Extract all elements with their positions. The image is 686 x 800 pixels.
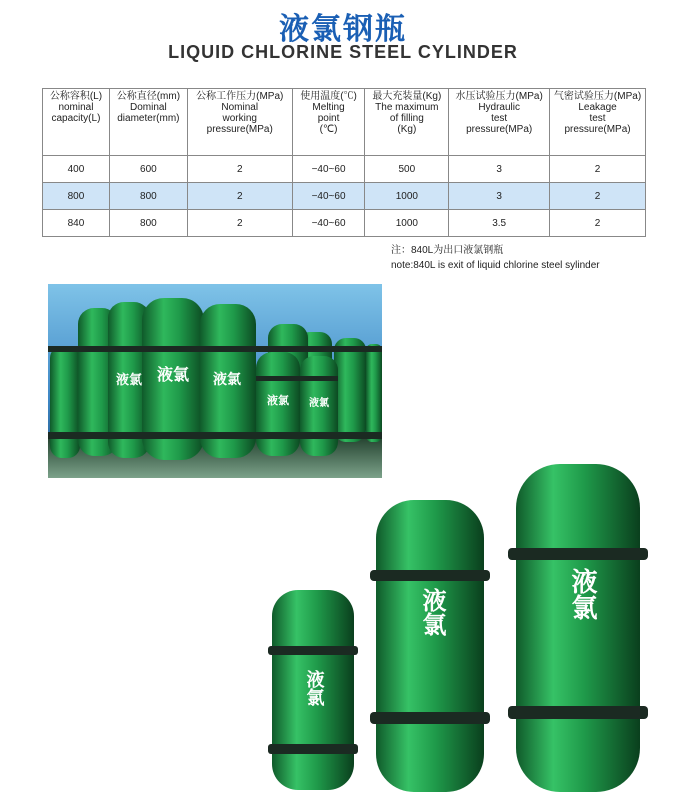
cylinder-large <box>508 464 648 792</box>
table-cell: 600 <box>109 156 187 183</box>
page-title-cn: 液氯钢瓶 <box>279 12 407 47</box>
header-line: 公称工作压力(MPa) <box>196 91 284 102</box>
header-line: pressure(MPa) <box>206 124 273 135</box>
header-line: Melting <box>312 102 345 113</box>
header-line: 使用温度(℃) <box>300 91 357 102</box>
header-line: 气密试验压力(MPa) <box>553 91 642 102</box>
page-title-en: LIQUID CHLORINE STEEL CYLINDER <box>168 42 518 62</box>
marking-line: 液氯 <box>303 670 325 706</box>
header-line: nominal <box>58 102 94 113</box>
table-cell: 800 <box>109 183 187 210</box>
header-line: pressure(MPa) <box>466 124 533 135</box>
table-row <box>43 183 646 210</box>
header-line: (℃) <box>319 124 338 135</box>
header-line: test <box>589 113 606 124</box>
note-en: note:840L is exit of liquid chlorine steel sylinder <box>391 260 600 271</box>
table-cell: 400 <box>43 156 110 183</box>
table-cell: 3.5 <box>449 210 550 237</box>
header-line: (Kg) <box>397 124 417 135</box>
table-cell: −40~60 <box>292 183 365 210</box>
marking-line: 液氯 <box>115 373 143 388</box>
marking-line: 液氯 <box>567 568 597 620</box>
marking-line: 液氯 <box>267 394 289 407</box>
header-line: 水压试验压力(MPa) <box>455 91 543 102</box>
cylinder-medium <box>370 500 490 792</box>
table-cell: 500 <box>365 156 449 183</box>
header-max-filling <box>365 89 449 156</box>
header-working-pressure <box>187 89 292 156</box>
table-header-row <box>43 89 646 156</box>
marking-line: 液氯 <box>213 372 241 388</box>
table-cell: 3 <box>449 183 550 210</box>
table-cell: −40~60 <box>292 156 365 183</box>
table-cell: 1000 <box>365 183 449 210</box>
header-temperature <box>292 89 365 156</box>
table-cell: 2 <box>187 156 292 183</box>
marking-line: 液氯 <box>156 365 190 384</box>
marking-line: 液氯 <box>309 398 329 409</box>
table-note <box>391 243 600 273</box>
header-line: 公称直径(mm) <box>116 91 181 102</box>
header-line: Dominal <box>130 102 167 113</box>
header-line: Hydraulic <box>478 102 520 113</box>
spec-table <box>42 88 646 237</box>
header-capacity <box>43 89 110 156</box>
header-line: pressure(MPa) <box>564 124 631 135</box>
header-line: 最大充装量(Kg) <box>372 91 442 102</box>
header-line: test <box>491 113 508 124</box>
table-cell: 2 <box>187 210 292 237</box>
table-cell: 800 <box>109 210 187 237</box>
header-line: capacity(L) <box>51 113 101 124</box>
header-line: Nominal <box>221 102 259 113</box>
table-cell: 2 <box>550 210 646 237</box>
three-cylinders-photo <box>266 462 652 792</box>
table-cell: 2 <box>187 183 292 210</box>
header-line: point <box>317 113 340 124</box>
header-hydraulic-test <box>449 89 550 156</box>
header-line: working <box>222 113 257 124</box>
table-row <box>43 156 646 183</box>
table-cell: 1000 <box>365 210 449 237</box>
header-diameter <box>109 89 187 156</box>
table-row <box>43 210 646 237</box>
header-leakage-test <box>550 89 646 156</box>
table-cell: −40~60 <box>292 210 365 237</box>
table-cell: 840 <box>43 210 110 237</box>
marking-line: 液氯 <box>418 588 446 636</box>
table-cell: 2 <box>550 183 646 210</box>
header-line: of filling <box>389 113 424 124</box>
cylinder-group-photo <box>48 284 382 478</box>
table-cell: 3 <box>449 156 550 183</box>
header-line: 公称容积(L) <box>49 91 103 102</box>
header-line: Leakage <box>578 102 617 113</box>
note-cn: 注：840L为出口液氯钢瓶 <box>391 245 504 256</box>
header-line: diameter(mm) <box>117 113 180 124</box>
table-cell: 800 <box>43 183 110 210</box>
table-cell: 2 <box>550 156 646 183</box>
header-line: The maximum <box>375 102 439 113</box>
